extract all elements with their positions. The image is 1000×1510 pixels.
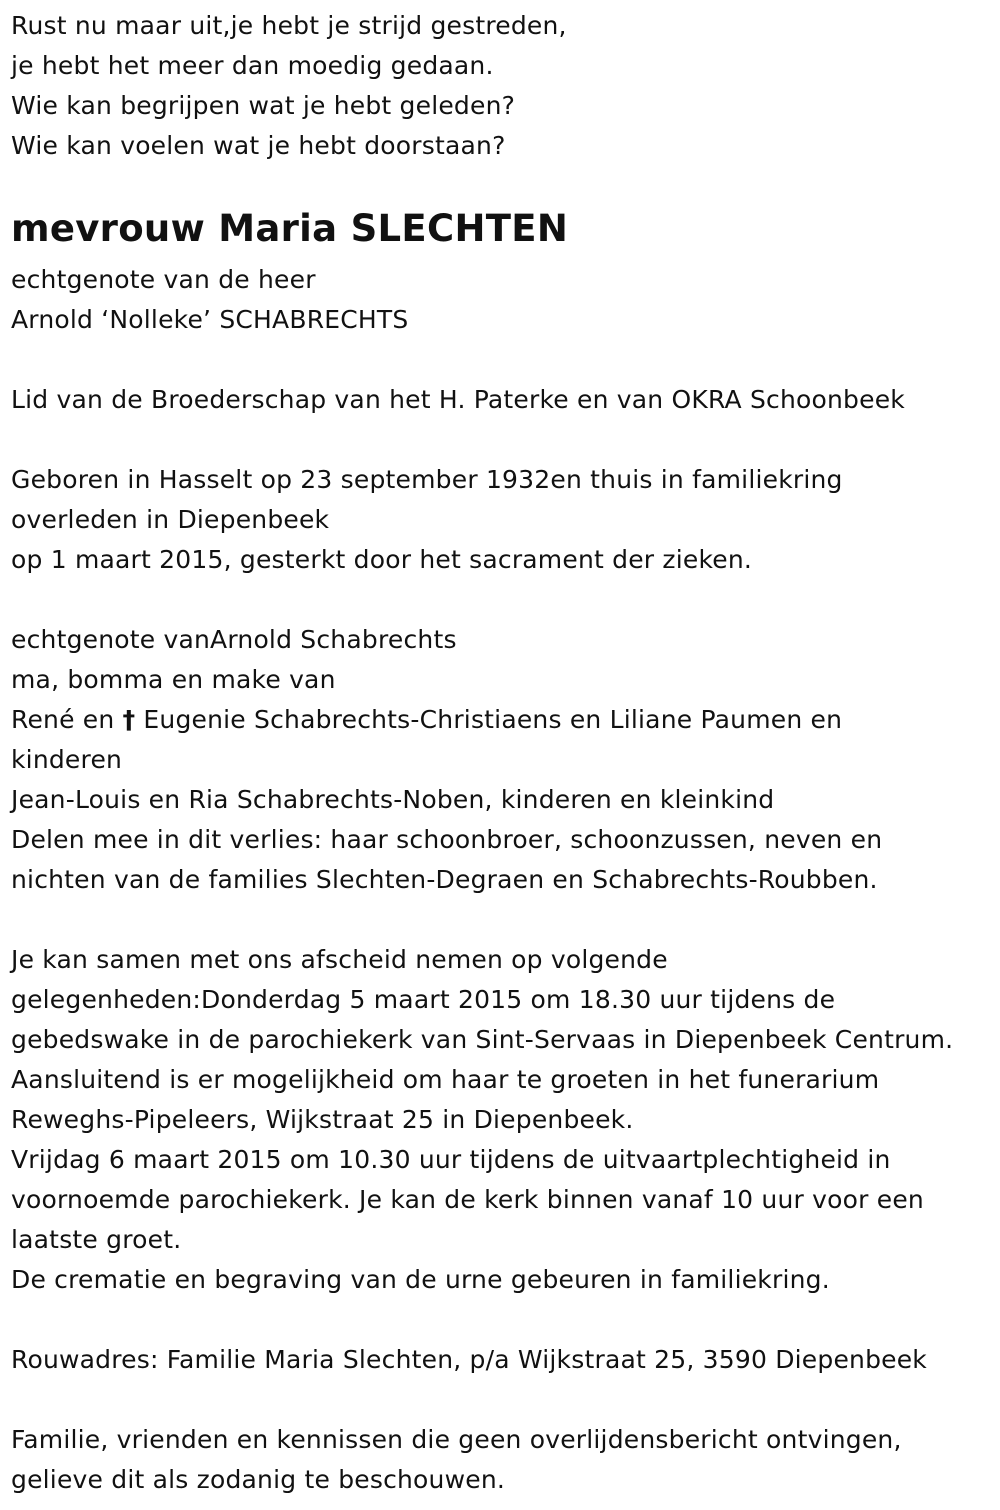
spacer: [11, 420, 996, 460]
spacer: [11, 900, 996, 940]
ceremony-line: De crematie en begraving van de urne gebeuren in familiekring.: [11, 1265, 830, 1294]
ceremony-line: laatste groet.: [11, 1225, 182, 1254]
family-line-text: Eugenie Schabrechts-Christiaens en Liliane Paumen en: [135, 705, 843, 734]
birth-death-section: [11, 460, 996, 580]
birth-death-line: Geboren in Hasselt op 23 september 1932en thuis in familiekring: [11, 465, 843, 494]
birth-death-line: op 1 maart 2015, gesterkt door het sacrament der zieken.: [11, 545, 753, 574]
ceremony-line: voornoemde parochiekerk. Je kan de kerk binnen vanaf 10 uur voor een: [11, 1185, 924, 1214]
family-line-text: René en: [11, 705, 123, 734]
ceremony-line: Vrijdag 6 maart 2015 om 10.30 uur tijdens de uitvaartplechtigheid in: [11, 1145, 891, 1174]
closing-section: [11, 1420, 996, 1500]
ceremony-line: Je kan samen met ons afscheid nemen op volgende: [11, 945, 668, 974]
closing-line: Familie, vrienden en kennissen die geen overlijdensbericht ontvingen,: [11, 1425, 902, 1454]
spacer: [11, 1380, 996, 1420]
family-section: [11, 620, 996, 900]
spouse-name: Arnold ‘Nolleke’ SCHABRECHTS: [11, 305, 409, 334]
spouse-intro: echtgenote van de heer: [11, 265, 316, 294]
family-line: kinderen: [11, 745, 123, 774]
birth-death-line: overleden in Diepenbeek: [11, 505, 330, 534]
family-line: ma, bomma en make van: [11, 665, 336, 694]
closing-line: gelieve dit als zodanig te beschouwen.: [11, 1465, 506, 1494]
poem-line: je hebt het meer dan moedig gedaan.: [11, 51, 494, 80]
poem-line: Wie kan begrijpen wat je hebt geleden?: [11, 91, 516, 120]
poem-line: Wie kan voelen wat je hebt doorstaan?: [11, 131, 506, 160]
spacer: [11, 580, 996, 620]
poem-line: Rust nu maar uit,je hebt je strijd gestreden,: [11, 11, 567, 40]
ceremony-line: gelegenheden:Donderdag 5 maart 2015 om 18.30 uur tijdens de: [11, 985, 836, 1014]
spacer: [11, 340, 996, 380]
ceremony-line: Aansluitend is er mogelijkheid om haar te groeten in het funerarium: [11, 1065, 880, 1094]
cross-icon: †: [122, 705, 136, 734]
mourning-address: Rouwadres: Familie Maria Slechten, p/a Wijkstraat 25, 3590 Diepenbeek: [11, 1345, 927, 1374]
obituary-notice: [11, 6, 996, 1500]
ceremony-line: gebedswake in de parochiekerk van Sint-Servaas in Diepenbeek Centrum.: [11, 1025, 954, 1054]
ceremony-section: [11, 940, 996, 1300]
family-line: Delen mee in dit verlies: haar schoonbroer, schoonzussen, neven en: [11, 825, 883, 854]
spacer: [11, 1300, 996, 1340]
family-line: nichten van de families Slechten-Degraen en Schabrechts-Roubben.: [11, 865, 878, 894]
family-line: [11, 700, 996, 740]
family-line: echtgenote vanArnold Schabrechts: [11, 625, 457, 654]
membership: Lid van de Broederschap van het H. Paterke en van OKRA Schoonbeek: [11, 385, 905, 414]
poem: [11, 6, 996, 166]
deceased-name: mevrouw Maria SLECHTEN: [11, 207, 569, 250]
family-line: Jean-Louis en Ria Schabrechts-Noben, kinderen en kleinkind: [11, 785, 775, 814]
ceremony-line: Reweghs-Pipeleers, Wijkstraat 25 in Diepenbeek.: [11, 1105, 634, 1134]
